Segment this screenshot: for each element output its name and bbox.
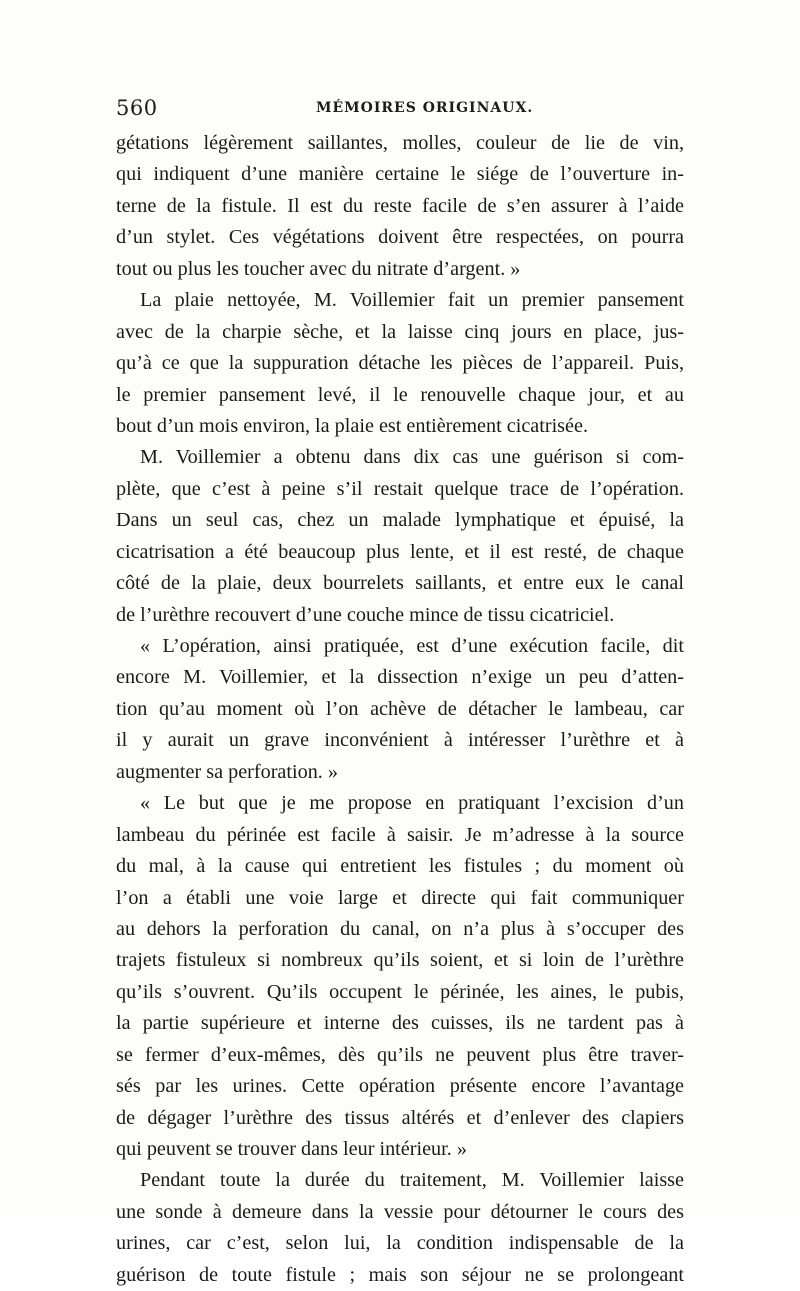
text-line: l’on a établi une voie large et directe qui fait communiquer (116, 886, 684, 909)
page-number: 560 (116, 96, 158, 120)
text-line: côté de la plaie, deux bourrelets saillants, et entre eux le canal (116, 572, 684, 595)
running-title: MÉMOIRES ORIGINAUX. (316, 100, 534, 116)
text-line: lambeau du périnée est facile à saisir. Je m’adresse à la source (116, 823, 684, 846)
text-line: urines, car c’est, selon lui, la condition indispensable de la (116, 1232, 684, 1255)
text-line: avec de la charpie sèche, et la laisse cinq jours en place, jus- (116, 320, 684, 343)
text-line: qui indiquent d’une manière certaine le siége de l’ouverture in- (116, 163, 684, 186)
text-line: trajets fistuleux si nombreux qu’ils soient, et si loin de l’urèthre (116, 949, 684, 972)
text-line: bout d’un mois environ, la plaie est entièrement cicatrisée. (116, 414, 589, 437)
text-line: Pendant toute la durée du traitement, M. Voillemier laisse (140, 1169, 684, 1192)
text-line: la partie supérieure et interne des cuisses, ils ne tardent pas à (116, 1012, 684, 1035)
text-line: La plaie nettoyée, M. Voillemier fait un premier pansement (140, 289, 684, 312)
text-line: qu’à ce que la suppuration détache les pièces de l’appareil. Puis, (116, 352, 684, 375)
text-line: Dans un seul cas, chez un malade lymphatique et épuisé, la (116, 509, 684, 532)
text-line: du mal, à la cause qui entretient les fistules ; du moment où (116, 855, 684, 878)
text-line: M. Voillemier a obtenu dans dix cas une guérison si com- (140, 446, 684, 469)
text-line: tout ou plus les toucher avec du nitrate d’argent. » (116, 257, 521, 280)
text-line: « L’opération, ainsi pratiquée, est d’une exécution facile, dit (140, 635, 684, 657)
text-line: encore M. Voillemier, et la dissection n’exige un peu d’atten- (116, 666, 684, 689)
text-line: se fermer d’eux-mêmes, dès qu’ils ne peuvent plus être traver- (116, 1043, 684, 1066)
text-line: augmenter sa perforation. » (116, 760, 338, 783)
text-line: qui peuvent se trouver dans leur intérieur. » (116, 1138, 467, 1160)
text-line: de l’urèthre recouvert d’une couche mince de tissu cicatriciel. (116, 603, 615, 626)
text-line: qu’ils s’ouvrent. Qu’ils occupent le périnée, les aines, le pubis, (116, 980, 684, 1003)
page-header (116, 96, 684, 124)
text-line: « Le but que je me propose en pratiquant l’excision d’un (140, 792, 684, 815)
text-line: de dégager l’urèthre des tissus altérés et d’enlever des clapiers (116, 1106, 684, 1129)
text-line: il y aurait un grave inconvénient à intéresser l’urèthre et à (116, 729, 684, 752)
text-line: au dehors la perforation du canal, on n’a plus à s’occuper des (116, 917, 684, 940)
body-text (116, 128, 684, 1291)
text-line: guérison de toute fistule ; mais son séjour ne se prolongeant (116, 1263, 684, 1286)
text-line: sés par les urines. Cette opération présente encore l’avantage (116, 1075, 684, 1098)
text-line: plète, que c’est à peine s’il restait quelque trace de l’opération. (116, 477, 684, 500)
text-line: gétations légèrement saillantes, molles, couleur de lie de vin, (116, 132, 684, 154)
text-line: tion qu’au moment où l’on achève de détacher le lambeau, car (116, 697, 684, 720)
text-line: une sonde à demeure dans la vessie pour détourner le cours des (116, 1200, 684, 1223)
text-line: terne de la fistule. Il est du reste facile de s’en assurer à l’aide (116, 194, 684, 217)
text-line: d’un stylet. Ces végétations doivent être respectées, on pourra (116, 226, 684, 249)
text-line: cicatrisation a été beaucoup plus lente, et il est resté, de chaque (116, 540, 684, 563)
text-line: le premier pansement levé, il le renouvelle chaque jour, et au (116, 383, 684, 406)
